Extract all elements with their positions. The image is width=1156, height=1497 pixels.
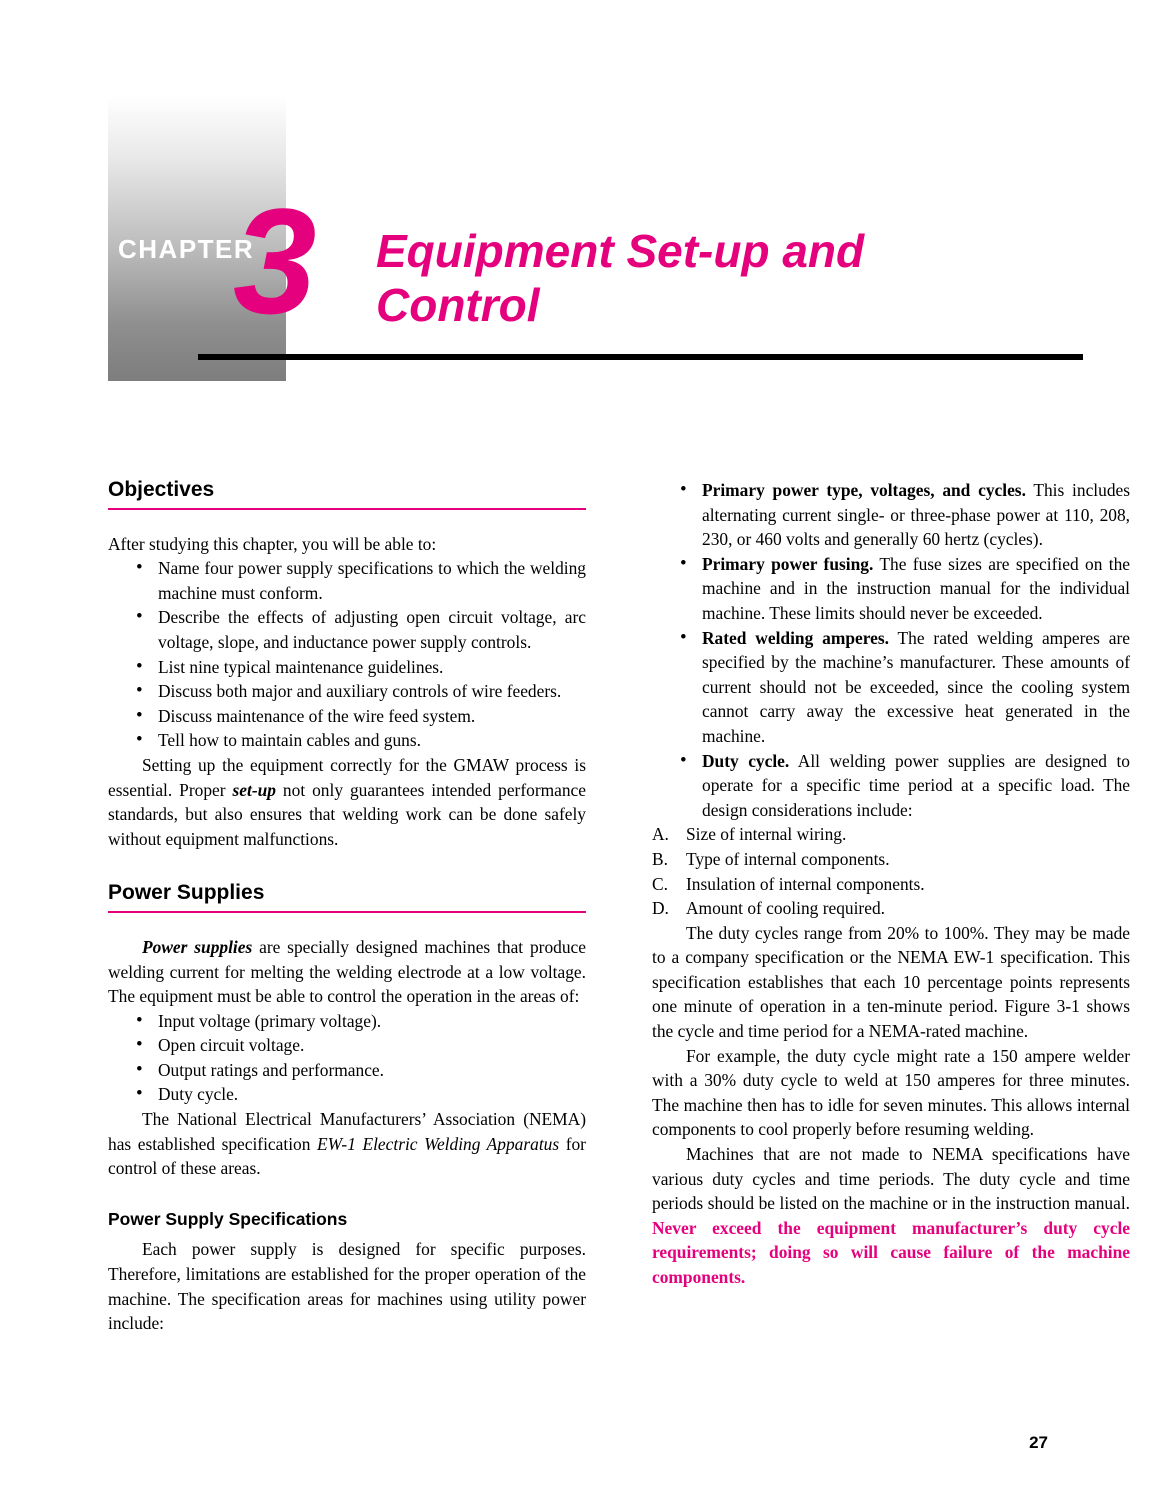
chapter-number: 3 xyxy=(233,177,317,345)
chapter-label: CHAPTER xyxy=(118,234,255,264)
design-considerations-list xyxy=(652,822,1130,920)
power-supplies-text: are specially designed machines that produce welding current for melting the welding electrode at a low voltage. The equipment must be able to control the operation in the areas of: xyxy=(108,936,586,1007)
spec-text: The fuse sizes are specified on the machine and in the instruction manual for the individual machine. These limits should never be exceeded. xyxy=(702,553,1130,623)
list-marker: B. xyxy=(652,848,668,869)
warning-text: Never exceed the equipment manufacturer’s duty cycle requirements; doing so will cause failure of the machine components. xyxy=(652,1217,1130,1287)
list-item xyxy=(666,478,1130,552)
spec-text: This includes alternating current single- or three-phase power at 110, 208, 230, or 460 volts and generally 60 hertz (cycles). xyxy=(702,480,1130,550)
list-item-label: Type of internal components. xyxy=(686,848,890,869)
chapter-header xyxy=(108,96,1048,381)
objectives-list xyxy=(108,556,586,753)
list-item xyxy=(666,626,1130,749)
list-item: • Duty cycle. xyxy=(122,1082,586,1107)
list-item xyxy=(666,749,1130,823)
spec-text: The rated welding amperes are specified by the machine’s manufacturer. These amounts of current should not be exceeded, since the cooling system cannot carry away the excessive heat generated in the machine. xyxy=(702,627,1130,746)
nema-part2: for control of these areas. xyxy=(108,1133,586,1179)
list-item: • Input voltage (primary voltage). xyxy=(122,1009,586,1034)
list-marker: C. xyxy=(652,873,668,894)
setup-paragraph xyxy=(108,753,586,851)
nema-paragraph xyxy=(108,1107,586,1181)
setup-term: set-up xyxy=(232,779,276,800)
header-rule xyxy=(198,354,1083,360)
spec-text: All welding power supplies are designed to operate for a specific time period at a specific load. The design considerations include: xyxy=(702,750,1130,820)
specification-items-list xyxy=(652,478,1130,822)
right-column xyxy=(652,478,1130,1290)
chapter-title: Equipment Set-up and Control xyxy=(376,225,865,331)
example-paragraph: For example, the duty cycle might rate a 150 ampere welder with a 30% duty cycle to weld at 150 amperes for three minutes. The machine then has to idle for seven minutes. This allows internal components to cool properly before resuming welding. xyxy=(652,1045,1130,1140)
list-item xyxy=(652,872,1130,897)
power-supplies-term: Power supplies xyxy=(142,936,253,957)
spec-term: Duty cycle. xyxy=(702,750,790,771)
left-column xyxy=(108,478,586,1336)
objectives-heading: Objectives xyxy=(108,478,215,501)
non-nema-text: Machines that are not made to NEMA specifications have various duty cycles and time periods. The duty cycle and time periods should be listed on the machine or in the instruction manual. xyxy=(652,1144,1130,1214)
list-item: • Name four power supply specifications to which the welding machine must conform. xyxy=(122,556,586,605)
list-marker: A. xyxy=(652,824,669,845)
power-supplies-paragraph xyxy=(108,935,586,1009)
objectives-intro: After studying this chapter, you will be able to: xyxy=(108,533,437,554)
list-item xyxy=(652,896,1130,921)
list-marker: D. xyxy=(652,898,669,919)
power-supply-areas-list xyxy=(108,1009,586,1107)
list-item-label: Size of internal wiring. xyxy=(686,824,847,845)
list-item: • Output ratings and performance. xyxy=(122,1058,586,1083)
setup-paragraph-part2: not only guarantees intended performance standards, but also ensures that welding work can be done safely without equipment malfunctions. xyxy=(108,779,586,849)
list-item: • Discuss maintenance of the wire feed system. xyxy=(122,704,586,729)
list-item-label: Amount of cooling required. xyxy=(686,898,885,919)
list-item xyxy=(652,822,1130,847)
list-item: • Tell how to maintain cables and guns. xyxy=(122,728,586,753)
power-supplies-heading-rule xyxy=(108,911,586,913)
nema-spec-title: EW-1 Electric Welding Apparatus xyxy=(316,1133,560,1154)
nema-part1: The National Electrical Manufacturers’ Association (NEMA) has established specification xyxy=(108,1109,586,1154)
spec-term: Primary power type, voltages, and cycles. xyxy=(702,480,1026,500)
list-item: • Open circuit voltage. xyxy=(122,1033,586,1058)
non-nema-paragraph xyxy=(652,1142,1130,1290)
list-item: • Describe the effects of adjusting open circuit voltage, arc voltage, slope, and inductance power supply controls. xyxy=(122,605,586,654)
spec-term: Primary power fusing. xyxy=(702,553,874,574)
power-supply-specifications-heading: Power Supply Specifications xyxy=(108,1208,348,1229)
list-item: • Discuss both major and auxiliary controls of wire feeders. xyxy=(122,679,586,704)
power-supply-specifications-paragraph: Each power supply is designed for specific purposes. Therefore, limitations are established for the proper operation of the machine. The specification areas for machines using utility power include: xyxy=(108,1239,586,1334)
duty-cycle-range-paragraph: The duty cycles range from 20% to 100%. They may be made to a company specification or the NEMA EW-1 specification. This specification establishes that each 10 percentage points represents one minute of operation in a ten-minute period. Figure 3-1 shows the cycle and time period for a NEMA-rated machine. xyxy=(652,922,1130,1042)
objectives-heading-rule xyxy=(108,508,586,510)
list-item-label: Insulation of internal components. xyxy=(686,873,925,894)
list-item: • List nine typical maintenance guidelines. xyxy=(122,655,586,680)
list-item xyxy=(666,552,1130,626)
page-number: 27 xyxy=(1029,1433,1048,1452)
setup-paragraph-part1: Setting up the equipment correctly for the GMAW process is essential. Proper xyxy=(108,754,586,800)
power-supplies-heading: Power Supplies xyxy=(108,881,265,905)
list-item xyxy=(652,847,1130,872)
spec-term: Rated welding amperes. xyxy=(702,627,889,648)
